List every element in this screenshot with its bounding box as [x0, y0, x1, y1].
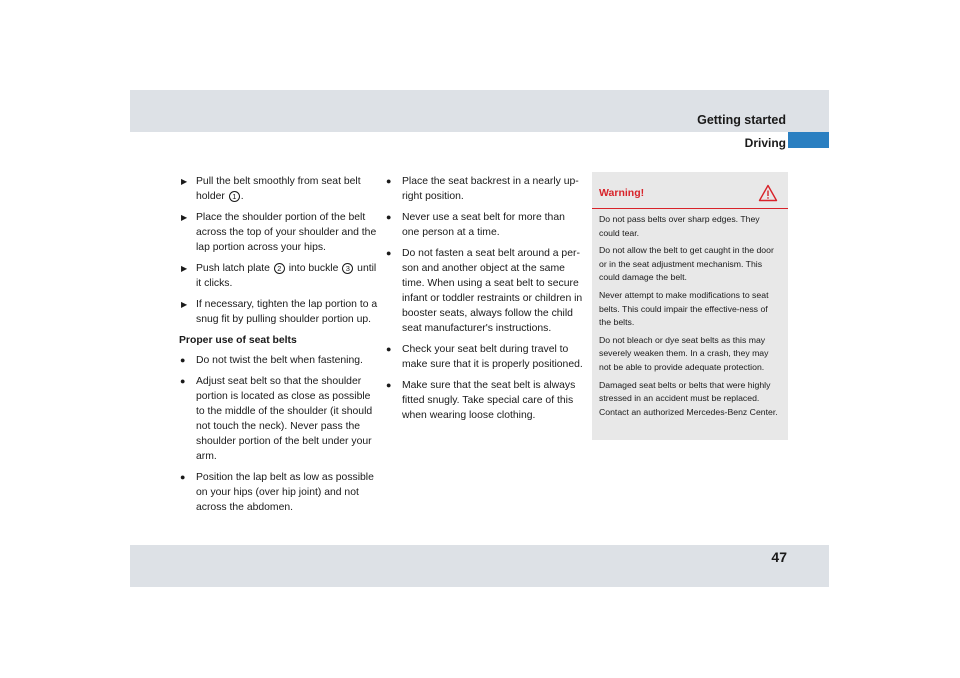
list-item: ● Do not fasten a seat belt around a per-son and another object at the same time. When using a seat belt to secure infant or toddler restraints or children in booster seats, always follow the child seat manufacturer's instructions.: [386, 248, 583, 334]
warning-paragraph: Do not pass belts over sharp edges. They could tear.: [599, 214, 760, 238]
bullet-icon: ●: [386, 380, 392, 390]
callout-number: 3: [342, 263, 353, 274]
arrow-icon: ▶: [181, 213, 188, 222]
warning-title: Warning!: [599, 187, 645, 199]
subheading: Proper use of seat belts: [179, 335, 297, 346]
bullet-icon: ●: [180, 376, 186, 386]
callout-number: 1: [229, 191, 240, 202]
bullet-icon: ●: [386, 176, 392, 186]
bullet-icon: ●: [180, 355, 186, 365]
warning-box: [592, 172, 788, 440]
section-title: Driving: [744, 136, 786, 150]
list-item: ● Do not twist the belt when fastening.: [180, 355, 363, 366]
bullet-icon: ●: [386, 212, 392, 222]
list-item: ● Position the lap belt as low as possible on your hips (over hip joint) and not across the abdomen.: [180, 472, 374, 513]
warning-header: [592, 172, 788, 209]
warning-triangle-icon: [758, 184, 778, 202]
instruction-step: ▶ If necessary, tighten the lap portion to a snug fit by pulling shoulder portion up.: [181, 299, 378, 325]
warning-paragraph: Do not allow the belt to get caught in the door or in the seat adjustment mechanism. This could damage the belt.: [599, 245, 774, 283]
warning-paragraph: Do not bleach or dye seat belts as this may severely weaken them. In a crash, they may not be able to provide adequate protection.: [599, 334, 769, 372]
header-band: [130, 90, 829, 150]
instruction-step: ▶ Pull the belt smoothly from seat belt holder 1 .: [181, 176, 361, 202]
bullet-icon: ●: [180, 472, 186, 482]
list-item: ● Make sure that the seat belt is always fitted snugly. Take special care of this when wearing loose clothing.: [386, 380, 576, 421]
instruction-step: ▶ Push latch plate 2 into buckle 3 until it clicks.: [181, 263, 377, 289]
bullet-icon: ●: [386, 248, 392, 258]
chapter-title: Getting started: [697, 113, 786, 127]
footer-band: [130, 545, 829, 587]
page-number: 47: [771, 549, 787, 565]
list-item: ● Place the seat backrest in a nearly up-right position.: [386, 176, 579, 202]
bullet-icon: ●: [386, 344, 392, 354]
arrow-icon: ▶: [181, 177, 188, 186]
left-column: [179, 174, 379, 521]
list-item: ● Never use a seat belt for more than one person at a time.: [386, 212, 565, 238]
arrow-icon: ▶: [181, 300, 188, 309]
middle-column: [385, 174, 585, 429]
warning-body: [592, 209, 788, 419]
instruction-step: ▶ Place the shoulder portion of the belt across the top of your shoulder and the lap portion across your hips.: [181, 212, 377, 253]
callout-number: 2: [274, 263, 285, 274]
arrow-icon: ▶: [181, 264, 188, 273]
section-tab-marker: [788, 132, 829, 148]
warning-paragraph: Damaged seat belts or belts that were highly stressed in an accident must be replaced. Contact an authorized Mercedes-Benz Center.: [599, 379, 778, 417]
warning-paragraph: Never attempt to make modifications to seat belts. This could impair the effective-ness of the belts.: [599, 289, 769, 328]
list-item: ● Check your seat belt during travel to make sure that it is properly positioned.: [386, 344, 583, 370]
list-item: ● Adjust seat belt so that the shoulder portion is located as close as possible to the middle of the shoulder (it should not touch the neck). Never pass the shoulder portion of the belt under your arm.: [180, 376, 373, 462]
